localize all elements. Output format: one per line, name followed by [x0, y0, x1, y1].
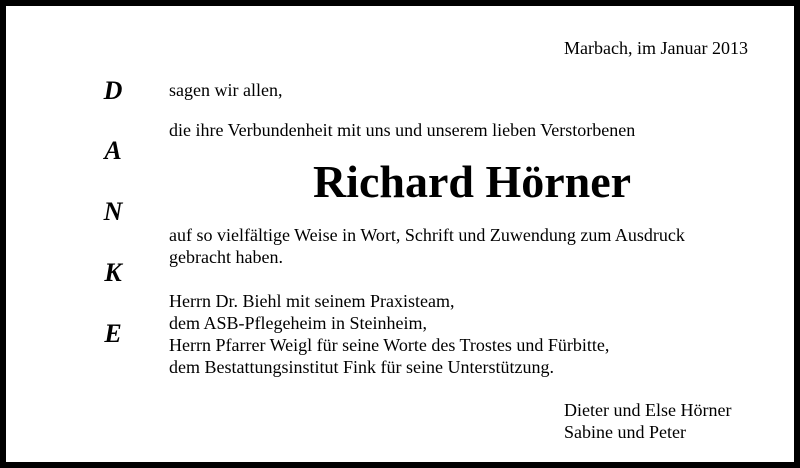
greeting-line: sagen wir allen,: [169, 80, 283, 100]
letter-k: K: [104, 258, 122, 287]
signatories: [564, 399, 731, 443]
place-date: Marbach, im Januar 2013: [564, 38, 748, 58]
letter-a: A: [104, 136, 122, 165]
signatory-line: Sabine und Peter: [564, 422, 686, 442]
expression-paragraph: [169, 224, 685, 268]
thanks-item: Herrn Pfarrer Weigl für seine Worte des Trostes und Fürbitte,: [169, 335, 610, 355]
letter-n: N: [103, 197, 123, 226]
intro-line: die ihre Verbundenheit mit uns und unserem lieben Verstorbenen: [169, 120, 636, 140]
thanks-item: dem Bestattungsinstitut Fink für seine Unterstützung.: [169, 357, 554, 377]
thanks-item: dem ASB-Pflegeheim in Steinheim,: [169, 313, 427, 333]
expression-line: gebracht haben.: [169, 247, 283, 267]
thanks-list: [169, 290, 609, 378]
expression-line: auf so vielfältige Weise in Wort, Schrift und Zuwendung zum Ausdruck: [169, 225, 685, 245]
thanks-item: Herrn Dr. Biehl mit seinem Praxisteam,: [169, 291, 455, 311]
signatory-line: Dieter und Else Hörner: [564, 400, 732, 420]
letter-d: D: [103, 76, 123, 105]
deceased-name: Richard Hörner: [312, 156, 632, 207]
letter-e: E: [104, 319, 122, 348]
